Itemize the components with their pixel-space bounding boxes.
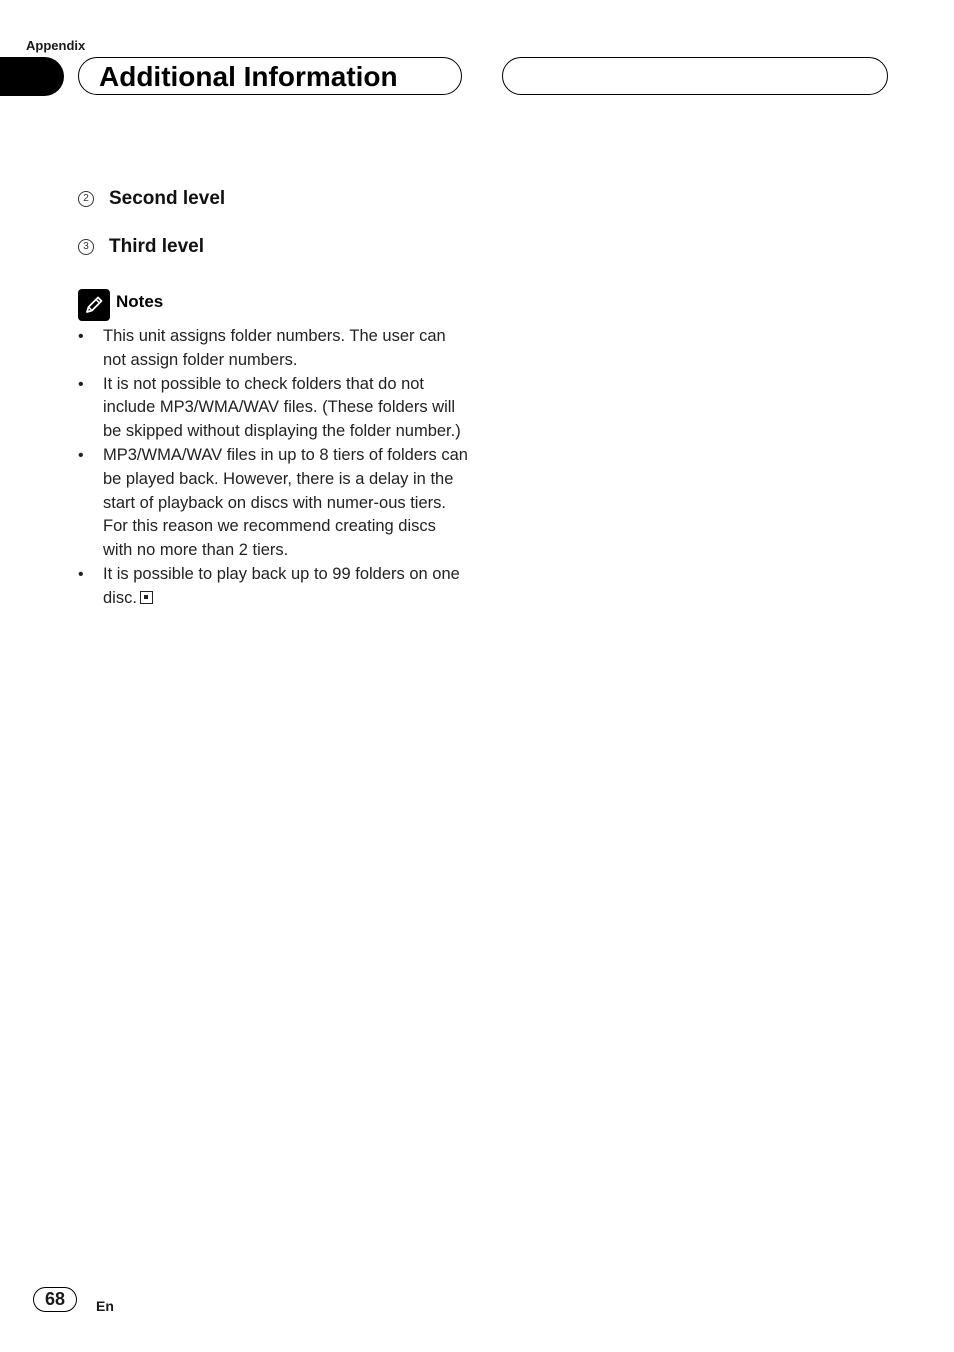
bullet-icon: • — [78, 446, 84, 464]
level-number-circle: 3 — [78, 239, 94, 255]
note-text: This unit assigns folder numbers. The user can not assign folder numbers. — [103, 327, 446, 369]
list-item — [78, 325, 468, 373]
note-text: MP3/WMA/WAV files in up to 8 tiers of folders can be played back. However, there is a delay in the start of playback on discs with numer-ous tiers. For this reason we recommend creating discs with no more than 2 tiers. — [103, 445, 468, 560]
level-item-second — [78, 187, 225, 211]
notes-list — [78, 325, 468, 611]
page-title: Additional Information — [99, 61, 398, 92]
level-number-circle: 2 — [78, 191, 94, 207]
level-item-third — [78, 235, 204, 259]
language-label: En — [96, 1298, 114, 1314]
level-label: Third level — [109, 236, 205, 257]
list-item — [78, 373, 468, 444]
section-label: Appendix — [26, 38, 86, 53]
title-box — [78, 57, 462, 95]
level-label: Second level — [109, 188, 226, 209]
list-item — [78, 563, 468, 611]
page-number: 68 — [33, 1287, 77, 1312]
bullet-icon: • — [78, 328, 84, 345]
bullet-icon: • — [78, 565, 84, 583]
note-text: It is not possible to check folders that do not include MP3/WMA/WAV files. (These folders will be skipped without displaying the folder number.) — [103, 374, 461, 441]
pencil-icon — [78, 289, 110, 321]
bullet-icon: • — [78, 375, 84, 393]
list-item — [78, 444, 468, 563]
note-text: It is possible to play back up to 99 folders on one disc. — [103, 564, 460, 607]
notes-title: Notes — [116, 292, 164, 311]
notes-header — [78, 289, 163, 321]
empty-header-box — [502, 57, 888, 95]
section-tab-marker — [0, 57, 64, 96]
end-mark-icon — [140, 591, 153, 604]
